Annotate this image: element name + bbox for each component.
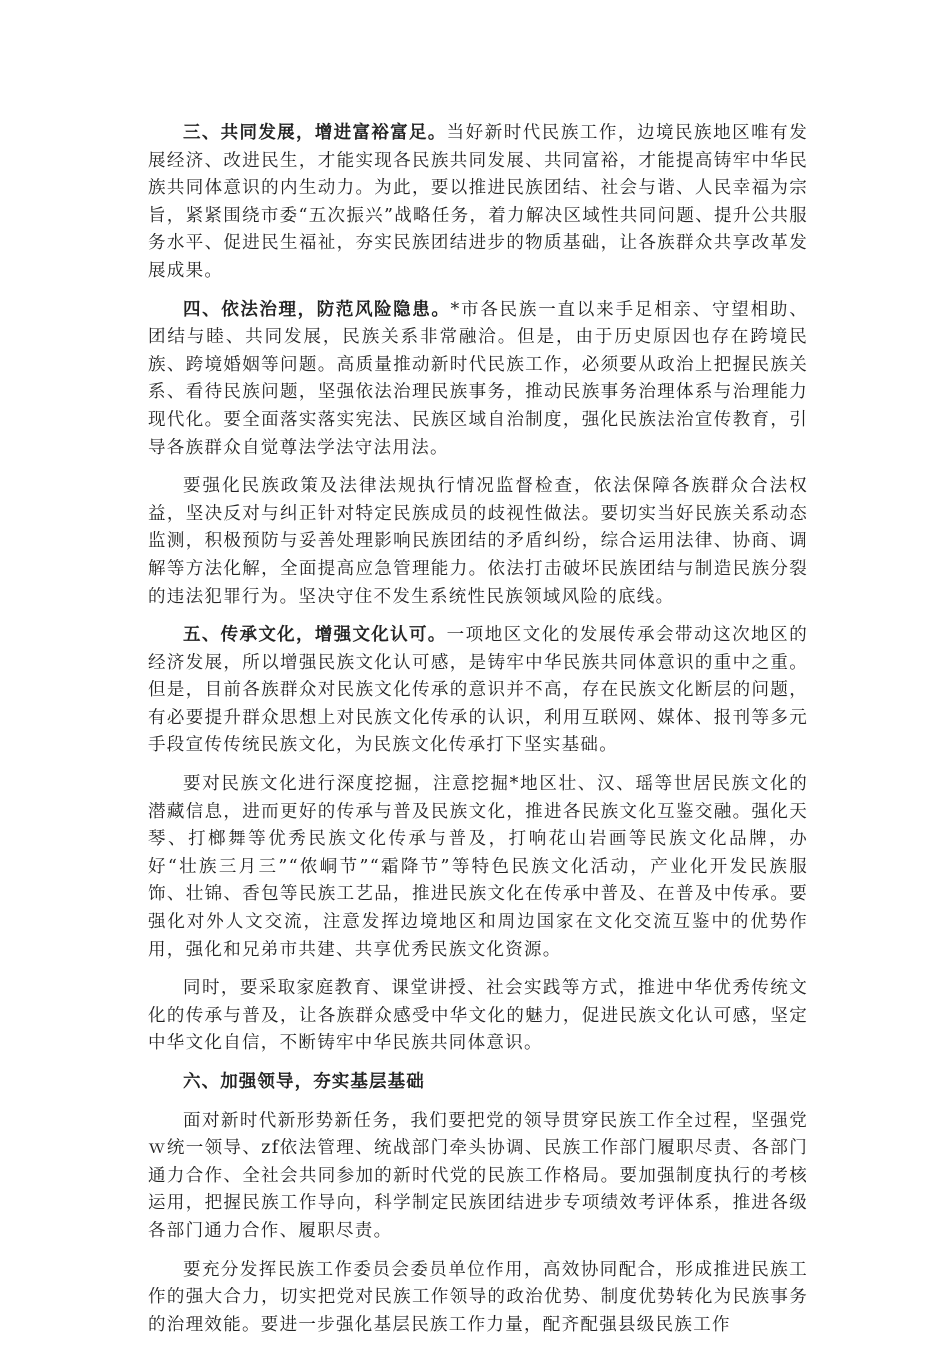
section-5-body: 一项地区文化的发展传承会带动这次地区的经济发展，所以增强民族文化认可感，是铸牢中华民族共同体意识的重中之重。但是，目前各族群众对民族文化传承的意识并不高，存在民族文化断层的问题，有必要提升群众思想上对民族文化传承的认识，利用互联网、媒体、报刊等多元手段宣传传统民族文化，为民族文化传承打下坚实基础。: [148, 625, 808, 756]
section-6-paragraph: 面对新时代新形势新任务，我们要把党的领导贯穿民族工作全过程，坚强党ｗ统一领导、zf依法管理、统战部门牵头协调、民族工作部门履职尽责、各部门通力合作、全社会共同参加的新时代党的民族工作格局。要加强制度执行的考核运用，把握民族工作导向，科学制定民族团结进步专项绩效考评体系，推进各级各部门通力合作、履职尽责。: [148, 1110, 808, 1241]
section-3-heading: 三、共同发展，增进富裕富足。: [183, 123, 447, 143]
section-4-body-2: 要强化民族政策及法律法规执行情况监督检查，依法保障各族群众合法权益，坚决反对与纠正针对特定民族成员的歧视性做法。要切实当好民族关系动态监测，积极预防与妥善处理影响民族团结的矛盾纠纷，综合运用法律、协商、调解等方法化解，全面提高应急管理能力。依法打击破坏民族团结与制造民族分裂的违法犯罪行为。坚决守住不发生系统性民族领域风险的底线。: [148, 476, 808, 607]
section-3-paragraph: [148, 120, 808, 286]
section-4-paragraph: [148, 297, 808, 463]
section-5-paragraph-2: [148, 771, 808, 964]
section-3-body: 当好新时代民族工作，边境民族地区唯有发展经济、改进民生，才能实现各民族共同发展、共同富裕，才能提高铸牢中华民族共同体意识的内生动力。为此，要以推进民族团结、社会与谐、人民幸福为宗旨，紧紧围绕市委“五次振兴”战略任务，着力解决区域性共同问题、提升公共服务水平、促进民生福祉，夯实民族团结进步的物质基础，让各族群众共享改革发展成果。: [148, 123, 808, 281]
section-5-body-2: 要对民族文化进行深度挖掘，注意挖掘*地区壮、汉、瑶等世居民族文化的潜藏信息，进而更好的传承与普及民族文化，推进各民族文化互鉴交融。强化天琴、打榔舞等优秀民族文化传承与普及，打响花山岩画等民族文化品牌，办好“壮族三月三”“侬峒节”“霜降节”等特色民族文化活动，产业化开发民族服饰、壮锦、香包等民族工艺品，推进民族文化在传承中普及、在普及中传承。要强化对外人文交流，注意发挥边境地区和周边国家在文化交流互鉴中的优势作用，强化和兄弟市共建、共享优秀民族文化资源。: [148, 774, 808, 960]
section-5-heading: 五、传承文化，增强文化认可。: [183, 625, 447, 646]
section-5-paragraph: [148, 622, 808, 760]
section-5-body-3: 同时，要采取家庭教育、课堂讲授、社会实践等方式，推进中华优秀传统文化的传承与普及，让各族群众感受中华文化的魅力，促进民族文化认可感，坚定中华文化自信，不断铸牢中华民族共同体意识。: [148, 978, 808, 1054]
section-6-paragraph-2: 要充分发挥民族工作委员会委员单位作用，高效协同配合，形成推进民族工作的强大合力，切实把党对民族工作领导的政治优势、制度优势转化为民族事务的治理效能。要进一步强化基层民族工作力量，配齐配强县级民族工作: [148, 1259, 808, 1335]
document-page: [148, 120, 808, 1350]
section-4-body: *市各民族一直以来手足相亲、守望相助、团结与睦、共同发展，民族关系非常融洽。但是，由于历史原因也存在跨境民族、跨境婚姻等问题。高质量推动新时代民族工作，必须要从政治上把握民族关系、看待民族问题，坚强依法治理民族事务，推动民族事务治理体系与治理能力现代化。要全面落实落实宪法、民族区域自治制度，强化民族法治宣传教育，引导各族群众自觉尊法学法守法用法。: [148, 299, 808, 458]
section-4-heading: 四、依法治理，防范风险隐患。: [183, 299, 451, 320]
section-5-paragraph-3: [148, 975, 808, 1058]
section-4-paragraph-2: [148, 473, 808, 611]
section-6-title: 六、加强领导，夯实基层基础: [183, 1072, 425, 1092]
